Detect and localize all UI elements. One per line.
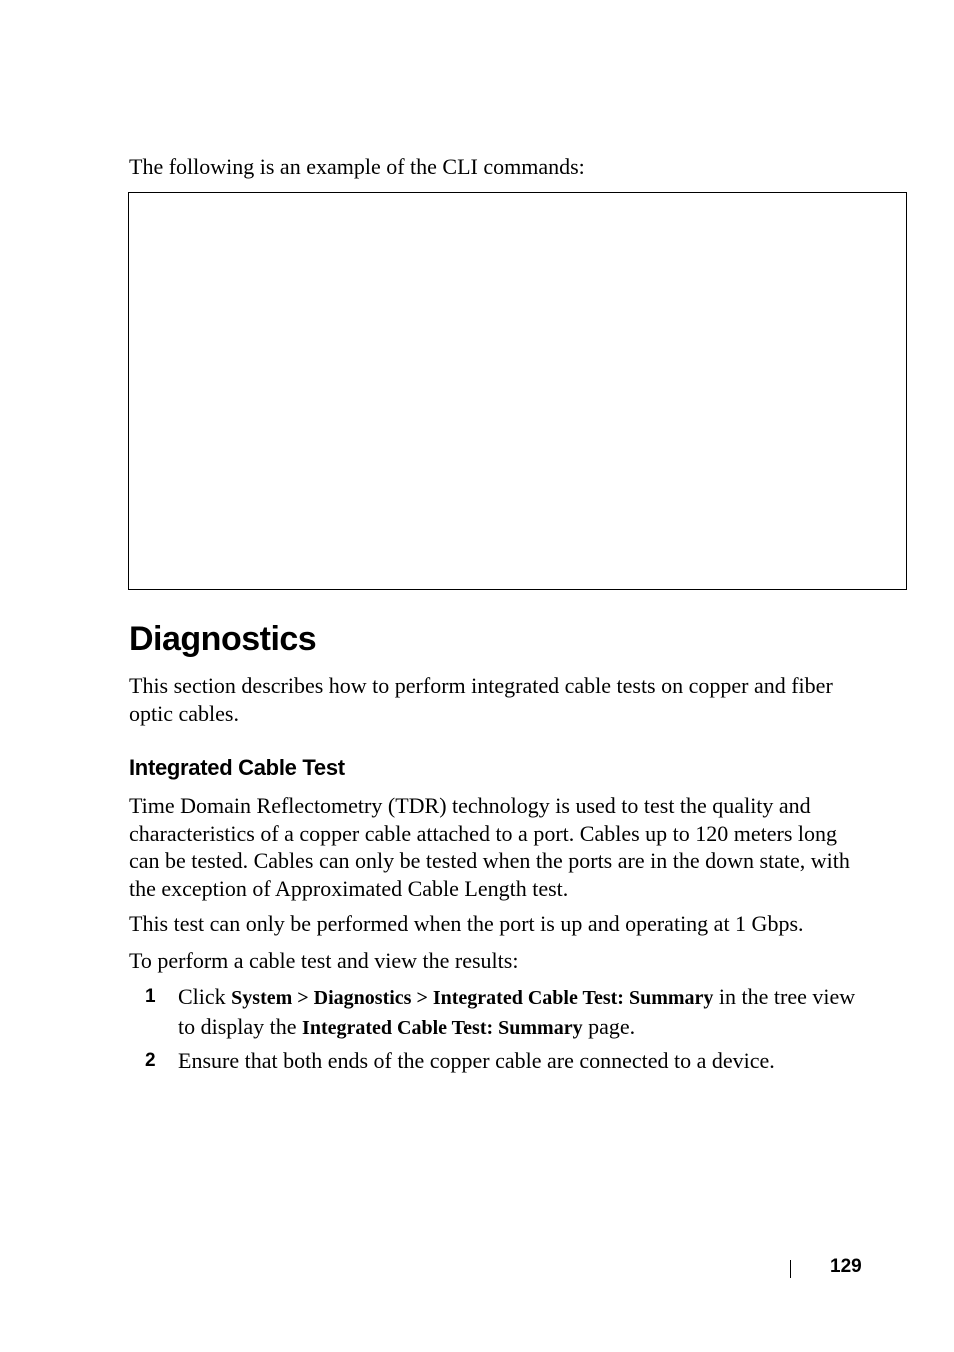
footer-divider xyxy=(790,1260,791,1278)
intro-text: The following is an example of the CLI commands: xyxy=(129,154,585,179)
step-number: 1 xyxy=(145,986,156,1007)
section-description: This section describes how to perform integrated cable tests on copper and fiber optic cables. xyxy=(129,673,833,726)
gbps-paragraph: This test can only be performed when the port is up and operating at 1 Gbps. xyxy=(129,911,804,936)
step-text-part: in the tree view to display the xyxy=(178,984,856,1039)
ui-page-name: Integrated Cable Test: Summary xyxy=(302,1016,583,1039)
subsection-heading: Integrated Cable Test xyxy=(129,755,345,780)
step-text-part: Click xyxy=(178,984,232,1009)
ui-path: System > Diagnostics > Integrated Cable Test: Summary xyxy=(231,987,714,1009)
step-number: 2 xyxy=(145,1050,156,1071)
cli-example-box xyxy=(128,192,907,590)
tdr-paragraph: Time Domain Reflectometry (TDR) technology is used to test the quality and characteristics of a copper cable attached to a port. Cables up to 120 meters long can be tested. Cables can only be tested when the ports are in the down state, with the exception of Approximated Cable Length test. xyxy=(129,793,850,901)
step-text: Ensure that both ends of the copper cable are connected to a device. xyxy=(178,1048,775,1073)
step-text xyxy=(178,983,858,1042)
procedure-intro: To perform a cable test and view the results: xyxy=(129,948,519,973)
step-text-part: page. xyxy=(582,1013,636,1039)
page-number: 129 xyxy=(830,1256,862,1277)
section-heading: Diagnostics xyxy=(129,620,317,658)
